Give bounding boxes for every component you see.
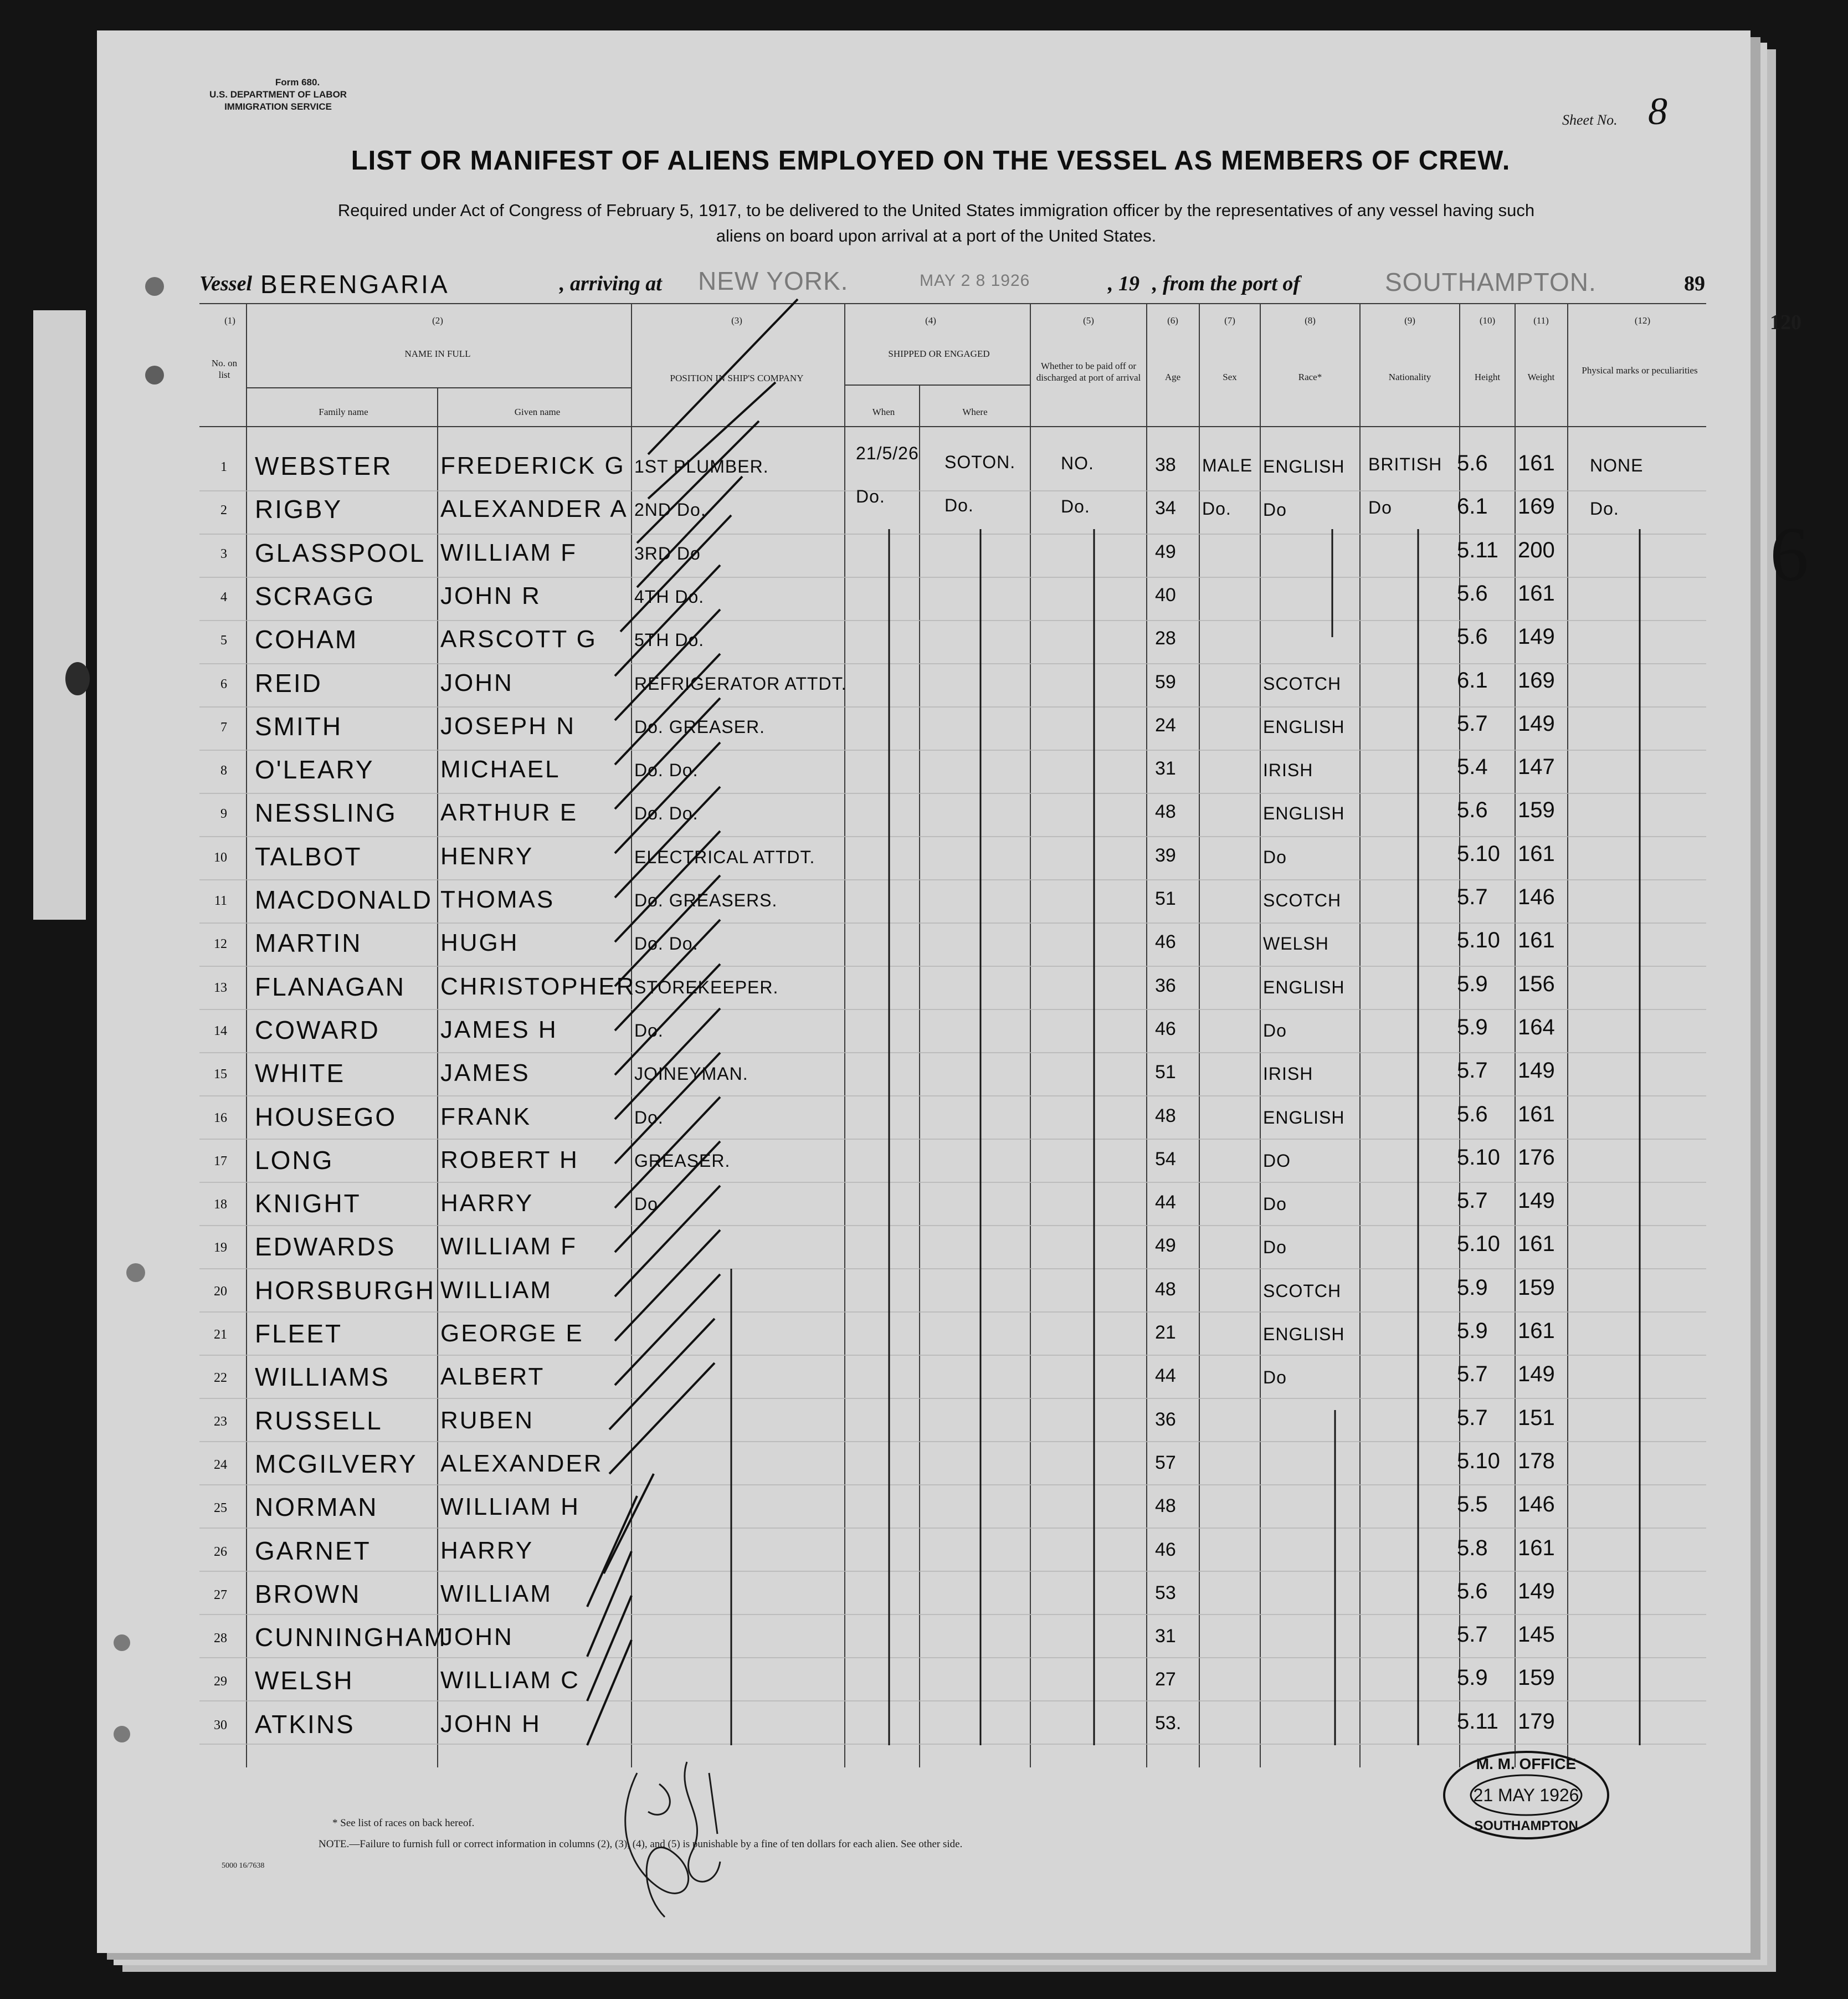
cell-no: 28 — [214, 1631, 227, 1646]
cell-no: 15 — [214, 1067, 227, 1082]
col8-label: Race* — [1298, 372, 1322, 382]
cell-position: Do. Do. — [634, 934, 699, 954]
cell-no: 7 — [220, 720, 227, 735]
cell-no: 8 — [220, 763, 227, 778]
cell-weight: 161 — [1518, 1101, 1555, 1126]
cell-race: Do — [1263, 1237, 1287, 1258]
cell-no: 6 — [220, 676, 227, 691]
col2-label: NAME IN FULL — [404, 348, 471, 359]
cell-weight: 149 — [1518, 1188, 1555, 1213]
cell-age: 38 — [1155, 454, 1176, 475]
cell-no: 27 — [214, 1587, 227, 1602]
cell-age: 48 — [1155, 1105, 1176, 1126]
cell-given: JOHN R — [440, 582, 541, 609]
cell-age: 24 — [1155, 714, 1176, 736]
cell-family: HOUSEGO — [255, 1102, 397, 1131]
cell-no: 11 — [214, 894, 227, 908]
cell-age: 39 — [1155, 844, 1176, 866]
cell-given: HUGH — [440, 929, 519, 957]
cell-height: 5.7 — [1457, 1058, 1488, 1083]
cell-age: 36 — [1155, 1408, 1176, 1430]
col8-number: (8) — [1305, 315, 1316, 326]
cell-position: Do. GREASERS. — [634, 890, 778, 910]
cell-age: 48 — [1155, 1495, 1176, 1517]
cell-height: 5.9 — [1457, 1665, 1488, 1690]
cell-race: ENGLISH — [1263, 803, 1345, 824]
stamp-port: SOUTHAMPTON — [1474, 1818, 1578, 1833]
cell-family: COWARD — [255, 1015, 380, 1044]
cell-height: 5.6 — [1457, 1578, 1488, 1603]
cell-height: 5.8 — [1457, 1535, 1488, 1560]
cell-age: 34 — [1155, 498, 1176, 519]
cell-family: FLANAGAN — [255, 972, 405, 1001]
cell-given: WILLIAM H — [440, 1493, 580, 1521]
cell-given: WILLIAM F — [440, 539, 578, 566]
cell-age: 48 — [1155, 1278, 1176, 1300]
cell-race: DO — [1263, 1150, 1291, 1171]
cell-weight: 169 — [1518, 494, 1555, 519]
cell-given: FRANK — [440, 1103, 532, 1130]
cell-height: 5.6 — [1457, 624, 1488, 649]
cell-family: MCGILVERY — [255, 1449, 418, 1478]
cell-weight: 149 — [1518, 1578, 1555, 1603]
col3-label: POSITION IN SHIP'S COMPANY — [670, 373, 804, 383]
cell-no: 5 — [220, 633, 227, 648]
cell-weight: 164 — [1518, 1014, 1555, 1039]
cell-weight: 161 — [1518, 928, 1555, 953]
cell-given: ALEXANDER A — [440, 495, 628, 523]
cell-given: JOSEPH N — [440, 712, 576, 740]
from-label: , from the port of — [1152, 272, 1301, 295]
col11-number: (11) — [1533, 315, 1549, 326]
cell-given: WILLIAM C — [440, 1667, 580, 1694]
cell-nationality: BRITISH — [1368, 454, 1443, 474]
cell-no: 30 — [214, 1718, 227, 1733]
arrival-date-stamp: MAY 2 8 1926 — [920, 271, 1030, 290]
cell-age: 40 — [1155, 584, 1176, 606]
cell-sex: Do. — [1202, 499, 1231, 519]
cell-family: EDWARDS — [255, 1232, 396, 1262]
col2-family: Family name — [319, 407, 368, 417]
col10-label: Height — [1474, 372, 1501, 382]
cell-race: SCOTCH — [1263, 673, 1342, 694]
cell-weight: 179 — [1518, 1709, 1555, 1734]
cell-given: THOMAS — [440, 886, 555, 913]
cell-family: SMITH — [255, 711, 343, 741]
cell-family: NORMAN — [255, 1493, 378, 1522]
stamp-office: M. M. OFFICE — [1476, 1755, 1577, 1772]
cell-family: TALBOT — [255, 842, 362, 871]
cell-no: 29 — [214, 1674, 227, 1689]
cell-family: REID — [255, 668, 322, 698]
cell-given: WILLIAM — [440, 1580, 552, 1607]
cell-no: 13 — [214, 980, 227, 995]
cell-given: ARTHUR E — [440, 799, 578, 827]
sheet-number: 8 — [1648, 90, 1667, 133]
cell-family: FLEET — [255, 1319, 343, 1348]
cell-given: JOHN H — [440, 1710, 541, 1737]
cell-weight: 147 — [1518, 755, 1555, 780]
cell-position: Do. — [634, 1107, 664, 1127]
cell-family: WELSH — [255, 1666, 354, 1695]
cell-race: ENGLISH — [1263, 1324, 1345, 1344]
cell-given: HARRY — [440, 1536, 534, 1564]
cell-weight: 161 — [1518, 1319, 1555, 1343]
cell-weight: 151 — [1518, 1405, 1555, 1430]
cell-race: Do — [1263, 1194, 1287, 1214]
print-code: 5000 16/7638 — [222, 1862, 265, 1870]
cell-race: ENGLISH — [1263, 716, 1345, 737]
cell-age: 54 — [1155, 1148, 1176, 1170]
cell-no: 12 — [214, 937, 227, 952]
cell-weight: 159 — [1518, 798, 1555, 823]
cell-no: 20 — [214, 1284, 227, 1299]
col7-label: Sex — [1223, 372, 1237, 382]
cell-age: 57 — [1155, 1452, 1176, 1473]
cell-family: GLASSPOOL — [255, 538, 426, 567]
cell-race: ENGLISH — [1263, 977, 1345, 997]
margin-mark: 6 — [1770, 511, 1809, 597]
page-title: LIST OR MANIFEST OF ALIENS EMPLOYED ON THE VESSEL AS MEMBERS OF CREW. — [351, 146, 1511, 176]
form-number: Form 680. — [275, 77, 320, 88]
col9-label: Nationality — [1388, 372, 1431, 382]
arriving-label: , arriving at — [559, 272, 662, 295]
cell-height: 5.7 — [1457, 1188, 1488, 1213]
cell-position: Do. GREASER. — [634, 716, 766, 737]
footnote-penalty: NOTE.—Failure to furnish full or correct information in columns (2), (3), (4), and (5) is punishable by a fine of ten dollars for each alien. See other side. — [319, 1838, 963, 1850]
cell-height: 5.5 — [1457, 1492, 1488, 1517]
cell-given: CHRISTOPHER — [440, 972, 636, 1000]
cell-weight: 169 — [1518, 668, 1555, 693]
col1-label: No. on list — [211, 358, 238, 380]
cell-age: 53 — [1155, 1582, 1176, 1603]
cell-weight: 156 — [1518, 971, 1555, 996]
cell-weight: 178 — [1518, 1448, 1555, 1473]
cell-family: WEBSTER — [255, 452, 393, 480]
cell-no: 1 — [220, 460, 227, 474]
cell-position: GREASER. — [634, 1150, 731, 1171]
cell-no: 4 — [220, 590, 227, 604]
cell-given: HARRY — [440, 1190, 534, 1217]
cell-age: 59 — [1155, 671, 1176, 693]
cell-age: 31 — [1155, 1626, 1176, 1647]
cell-weight: 159 — [1518, 1275, 1555, 1300]
col4-where: Where — [962, 407, 988, 417]
cell-height: 5.4 — [1457, 755, 1488, 780]
cell-age: 36 — [1155, 975, 1176, 996]
col9-number: (9) — [1404, 315, 1415, 326]
cell-no: 19 — [214, 1241, 227, 1255]
cell-position: Do. Do. — [634, 803, 699, 824]
stamp-date: 21 MAY 1926 — [1473, 1785, 1579, 1805]
cell-height: 5.10 — [1457, 928, 1500, 953]
cell-position: Do. — [634, 1020, 664, 1040]
cell-given: GEORGE E — [440, 1320, 584, 1347]
cell-age: 51 — [1155, 888, 1176, 909]
col5-label: Whether to be paid off or discharged at port of arrival — [1036, 361, 1141, 383]
cell-family: WILLIAMS — [255, 1362, 390, 1392]
cell-weight: 159 — [1518, 1665, 1555, 1690]
cell-age: 28 — [1155, 628, 1176, 649]
cell-family: GARNET — [255, 1536, 371, 1565]
cell-race: SCOTCH — [1263, 1280, 1342, 1301]
cell-no: 10 — [214, 850, 227, 865]
cell-age: 46 — [1155, 1018, 1176, 1039]
col6-label: Age — [1164, 372, 1181, 382]
cell-position: Do. Do. — [634, 760, 699, 781]
cell-age: 46 — [1155, 931, 1176, 953]
cell-marks: Do. — [1590, 499, 1619, 519]
cell-position: 4TH Do. — [634, 586, 705, 607]
cell-height: 5.7 — [1457, 711, 1488, 736]
cell-weight: 149 — [1518, 1362, 1555, 1387]
cell-race: Do — [1263, 847, 1287, 867]
signature — [604, 1751, 737, 1928]
cell-race: Do — [1263, 1367, 1287, 1388]
col3-number: (3) — [731, 315, 742, 326]
cell-race: ENGLISH — [1263, 457, 1345, 476]
col12-number: (12) — [1634, 315, 1651, 326]
cell-given: ALEXANDER — [440, 1449, 603, 1477]
col11-label: Weight — [1527, 372, 1555, 382]
cell-height: 5.9 — [1457, 1014, 1488, 1039]
cell-position: 1ST PLUMBER. — [634, 457, 769, 476]
cell-given: WILLIAM F — [440, 1233, 578, 1260]
cell-height: 5.9 — [1457, 1319, 1488, 1343]
cell-height: 5.6 — [1457, 581, 1488, 606]
col4-label: SHIPPED OR ENGAGED — [888, 348, 990, 359]
cell-position: 3RD Do — [634, 543, 701, 563]
cell-weight: 161 — [1518, 1535, 1555, 1560]
cell-age: 21 — [1155, 1322, 1176, 1343]
cell-position: 5TH Do. — [634, 630, 705, 650]
cell-when: Do. — [856, 486, 885, 507]
cell-height: 5.9 — [1457, 971, 1488, 996]
cell-no: 9 — [220, 807, 227, 822]
cell-weight: 149 — [1518, 1058, 1555, 1083]
cell-race: Do — [1263, 500, 1287, 520]
col1-number: (1) — [224, 315, 235, 326]
cell-height: 5.11 — [1457, 1709, 1498, 1734]
cell-position: 2ND Do. — [634, 500, 706, 520]
cell-no: 14 — [214, 1023, 227, 1038]
vessel-name: BERENGARIA — [260, 270, 450, 299]
cell-family: HORSBURGH — [255, 1275, 436, 1305]
cell-family: WHITE — [255, 1059, 346, 1088]
col5-number: (5) — [1083, 315, 1094, 326]
cell-given: FREDERICK G — [440, 452, 625, 479]
cell-family: O'LEARY — [255, 755, 374, 785]
cell-family: ATKINS — [255, 1709, 355, 1739]
col7-number: (7) — [1224, 315, 1235, 326]
cell-where: Do. — [944, 495, 974, 516]
cell-where: SOTON. — [944, 452, 1016, 472]
cell-height: 5.9 — [1457, 1275, 1488, 1300]
cell-race: Do — [1263, 1020, 1287, 1040]
cell-race: WELSH — [1263, 934, 1329, 954]
cell-age: 46 — [1155, 1539, 1176, 1560]
cell-given: RUBEN — [440, 1406, 535, 1434]
subtitle-line-1: Required under Act of Congress of February 5, 1917, to be delivered to the United States immigration officer by the representatives of any vessel having such — [337, 201, 1535, 220]
col2-given: Given name — [514, 407, 561, 417]
cell-position: ELECTRICAL ATTDT. — [634, 847, 815, 867]
sheet-label: Sheet No. — [1562, 112, 1618, 128]
col4-number: (4) — [925, 315, 936, 326]
cell-family: MARTIN — [255, 929, 362, 958]
cell-given: HENRY — [440, 842, 534, 870]
cell-height: 6.1 — [1457, 494, 1488, 519]
cell-no: 22 — [214, 1371, 227, 1386]
cell-given: ARSCOTT G — [440, 626, 597, 653]
page-number: 89 — [1684, 272, 1705, 295]
cell-family: NESSLING — [255, 798, 397, 828]
cell-family: LONG — [255, 1145, 334, 1175]
cell-family: BROWN — [255, 1579, 361, 1608]
arriving-port: NEW YORK. — [698, 266, 849, 295]
service-name: IMMIGRATION SERVICE — [224, 101, 332, 112]
col2-number: (2) — [432, 315, 443, 326]
cell-no: 18 — [214, 1197, 227, 1212]
cell-marks: NONE — [1590, 455, 1644, 475]
cell-family: RUSSELL — [255, 1406, 383, 1435]
cell-height: 5.6 — [1457, 798, 1488, 823]
cell-weight: 149 — [1518, 711, 1555, 736]
cell-race: IRISH — [1263, 760, 1313, 781]
cell-race: ENGLISH — [1263, 1107, 1345, 1127]
cell-weight: 161 — [1518, 581, 1555, 606]
cell-height: 5.7 — [1457, 1622, 1488, 1647]
cell-no: 26 — [214, 1544, 227, 1559]
cell-family: RIGBY — [255, 495, 343, 524]
col10-number: (10) — [1479, 315, 1496, 326]
cell-position: STOREKEEPER. — [634, 977, 779, 997]
cell-given: MICHAEL — [440, 756, 561, 783]
cell-height: 5.10 — [1457, 1448, 1500, 1473]
cell-race: IRISH — [1263, 1064, 1313, 1084]
departure-port: SOUTHAMPTON. — [1385, 268, 1597, 296]
cell-given: JAMES — [440, 1059, 530, 1087]
cell-weight: 145 — [1518, 1622, 1555, 1647]
cell-no: 21 — [214, 1327, 227, 1342]
cell-race: SCOTCH — [1263, 890, 1342, 910]
cell-height: 5.10 — [1457, 841, 1500, 866]
cell-height: 5.6 — [1457, 1101, 1488, 1126]
cell-given: JOHN — [440, 669, 514, 696]
cell-weight: 161 — [1518, 451, 1555, 475]
cell-given: JOHN — [440, 1623, 514, 1651]
cell-no: 2 — [220, 503, 227, 518]
cell-weight: 146 — [1518, 885, 1555, 909]
cell-height: 5.6 — [1457, 451, 1488, 475]
cell-family: CUNNINGHAM — [255, 1623, 447, 1652]
cell-family: COHAM — [255, 625, 358, 654]
cell-age: 27 — [1155, 1669, 1176, 1690]
cell-age: 44 — [1155, 1192, 1176, 1213]
cell-given: ROBERT H — [440, 1146, 579, 1173]
cell-age: 48 — [1155, 801, 1176, 823]
cell-no: 3 — [220, 546, 227, 561]
cell-age: 31 — [1155, 758, 1176, 780]
cell-age: 51 — [1155, 1062, 1176, 1083]
cell-family: SCRAGG — [255, 581, 376, 611]
cell-family: MACDONALD — [255, 885, 433, 914]
margin-number: 120 — [1770, 311, 1801, 334]
cell-given: WILLIAM — [440, 1276, 552, 1304]
col6-number: (6) — [1167, 315, 1178, 326]
cell-age: 53. — [1155, 1712, 1182, 1734]
cell-weight: 161 — [1518, 841, 1555, 866]
cell-family: KNIGHT — [255, 1189, 361, 1218]
cell-height: 5.7 — [1457, 885, 1488, 909]
year-label: , 19 — [1108, 272, 1139, 295]
cell-position: Do — [634, 1194, 658, 1214]
col4-when: When — [872, 407, 895, 417]
cell-given: JAMES H — [440, 1016, 558, 1043]
cell-nationality: Do — [1368, 498, 1392, 518]
footnote-races: * See list of races on back hereof. — [332, 1817, 475, 1829]
cell-height: 5.7 — [1457, 1362, 1488, 1387]
cell-height: 5.7 — [1457, 1405, 1488, 1430]
cell-weight: 161 — [1518, 1232, 1555, 1257]
cell-no: 17 — [214, 1154, 227, 1168]
cell-no: 16 — [214, 1110, 227, 1125]
cell-weight: 176 — [1518, 1145, 1555, 1170]
cell-no: 25 — [214, 1501, 227, 1516]
cell-when: 21/5/26 — [856, 443, 919, 463]
cell-weight: 149 — [1518, 624, 1555, 649]
department-name: U.S. DEPARTMENT OF LABOR — [209, 89, 347, 100]
cell-weight: 200 — [1518, 537, 1555, 562]
cell-weight: 146 — [1518, 1492, 1555, 1517]
vessel-label: Vessel — [199, 272, 252, 295]
cell-age: 44 — [1155, 1365, 1176, 1387]
cell-given: ALBERT — [440, 1363, 545, 1391]
col12-label: Physical marks or peculiarities — [1582, 365, 1698, 376]
cell-age: 49 — [1155, 1235, 1176, 1257]
cell-height: 5.11 — [1457, 537, 1498, 562]
cell-sex: MALE — [1202, 455, 1253, 475]
cell-age: 49 — [1155, 541, 1176, 562]
cell-position: JOINEYMAN. — [634, 1064, 748, 1084]
cell-height: 5.10 — [1457, 1232, 1500, 1257]
cell-height: 6.1 — [1457, 668, 1488, 693]
cell-height: 5.10 — [1457, 1145, 1500, 1170]
cell-paid-off: NO. — [1061, 453, 1094, 473]
cell-no: 23 — [214, 1414, 227, 1429]
office-stamp — [1440, 1748, 1612, 1842]
subtitle-line-2: aliens on board upon arrival at a port of the United States. — [716, 226, 1157, 245]
cell-no: 24 — [214, 1457, 227, 1472]
cell-paid-off: Do. — [1061, 496, 1090, 517]
cell-position: REFRIGERATOR ATTDT. — [634, 673, 847, 694]
